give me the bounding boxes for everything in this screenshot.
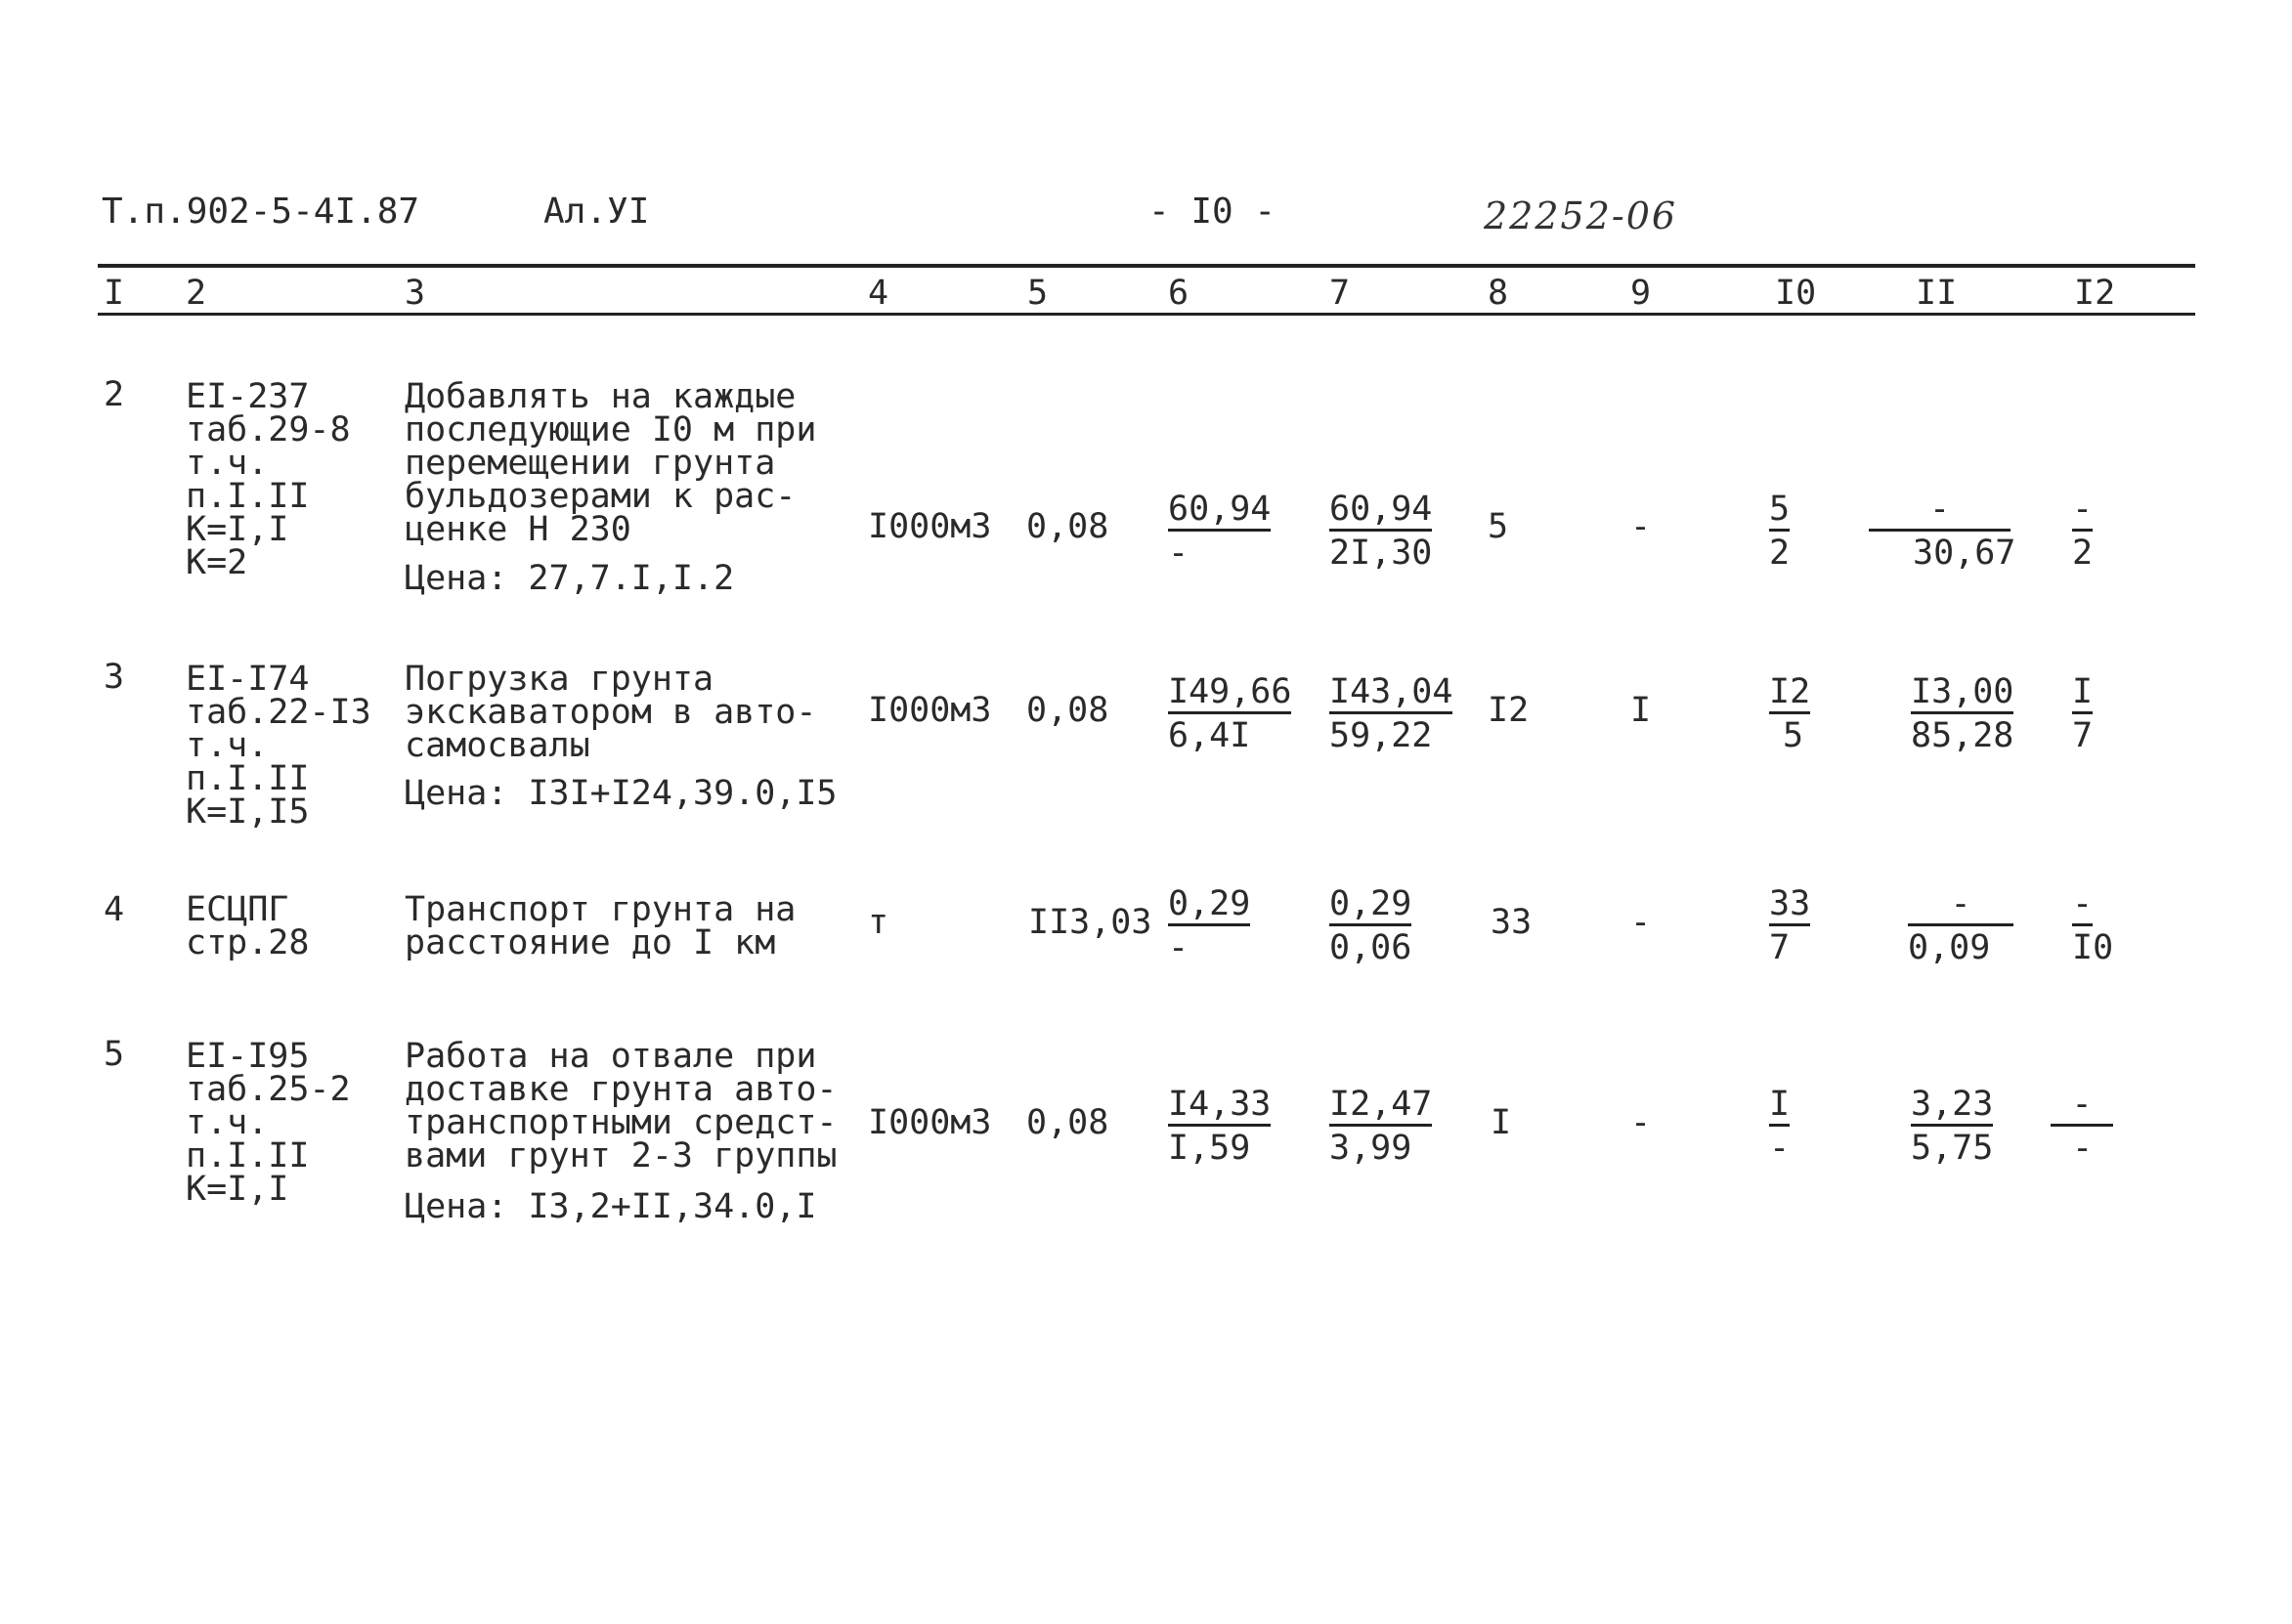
column-12-fraction (2072, 491, 2131, 571)
column-11-bottom: 85,28 (1911, 716, 2014, 755)
column-12-bottom: 2 (2072, 534, 2094, 573)
work-description: Добавлять на каждые последующие I0 м при перемещении грунта бульдозерами к рас- ценке Н 230 (405, 377, 817, 549)
work-description: Погрузка грунта экскаватором в авто- самосвалы (405, 660, 817, 765)
cost-per-unit-total: I49,66 (1168, 674, 1291, 714)
unit: I000м3 (868, 1103, 992, 1142)
column-header-3: 3 (405, 274, 426, 313)
column-10-bottom: 2 (1769, 534, 1791, 573)
column-12-bottom: I0 (2072, 928, 2114, 967)
header-top-rule (98, 264, 2195, 268)
column-12-fraction (2072, 674, 2131, 753)
cost-per-unit-wages: 6,4I (1168, 716, 1251, 755)
total-cost (1329, 1087, 1466, 1166)
column-8-value: 5 (1488, 507, 1509, 546)
column-11-fraction (1911, 674, 2067, 753)
column-9-value: - (1630, 507, 1652, 546)
column-11-top: - (1908, 886, 2013, 926)
column-10-top: I2 (1769, 674, 1810, 714)
work-description: Транспорт грунта на расстояние до I км (405, 890, 797, 962)
cost-per-unit (1168, 1087, 1305, 1166)
registration-stamp: 22252-06 (1484, 194, 1678, 237)
quantity: 0,08 (1026, 691, 1109, 730)
column-12-fraction (2072, 886, 2131, 965)
norm-code: ЕСЦПГ стр.28 (186, 890, 310, 962)
column-10-top: 5 (1769, 491, 1790, 532)
column-12-top: - (2072, 491, 2093, 532)
cost-per-unit (1168, 674, 1305, 753)
column-header-4: 4 (868, 274, 889, 313)
cost-per-unit-total: I4,33 (1168, 1087, 1271, 1127)
column-10-fraction (1769, 491, 1828, 571)
column-12-top: I (2072, 674, 2093, 714)
cost-per-unit-total: 60,94 (1168, 491, 1271, 532)
row-number: 2 (104, 375, 125, 414)
column-11-fraction (1869, 491, 2025, 571)
row-number: 4 (104, 890, 125, 929)
column-8-value: I (1491, 1103, 1512, 1142)
price-formula: Цена: I3,2+II,34.0,I (405, 1187, 817, 1226)
cost-per-unit-wages: I,59 (1168, 1129, 1251, 1168)
album-label: Ал.УI (543, 192, 650, 232)
total-cost (1329, 674, 1466, 753)
column-header-11: II (1916, 274, 1958, 313)
column-12-top: - (2072, 886, 2093, 926)
total-cost-wages: 3,99 (1329, 1129, 1412, 1168)
column-header-12: I2 (2074, 274, 2116, 313)
unit: I000м3 (868, 507, 992, 546)
column-header-7: 7 (1329, 274, 1351, 313)
header-bottom-rule (98, 313, 2195, 316)
column-11-top: 3,23 (1911, 1087, 1993, 1127)
column-8-value: I2 (1488, 691, 1530, 730)
document-code: Т.п.902-5-4I.87 (102, 192, 420, 232)
total-cost-total: 60,94 (1329, 491, 1432, 532)
cost-per-unit-total: 0,29 (1168, 886, 1250, 926)
unit: т (868, 903, 889, 942)
cost-per-unit-wages: - (1168, 534, 1189, 573)
column-11-fraction (1911, 1087, 2067, 1166)
total-cost-total: I2,47 (1329, 1087, 1432, 1127)
column-11-fraction (1908, 886, 2064, 965)
column-12-bottom: - (2072, 1129, 2094, 1168)
work-description: Работа на отвале при доставке грунта авто- транспортными средст- вами грунт 2-3 группы (405, 1037, 838, 1175)
total-cost-total: I43,04 (1329, 674, 1452, 714)
total-cost-wages: 59,22 (1329, 716, 1433, 755)
column-10-top: 33 (1769, 886, 1810, 926)
column-10-top: I (1769, 1087, 1790, 1127)
total-cost-total: 0,29 (1329, 886, 1411, 926)
quantity: II3,03 (1028, 903, 1152, 942)
row-number: 3 (104, 658, 125, 697)
column-11-bottom: 0,09 (1908, 928, 1991, 967)
column-10-bottom: - (1769, 1129, 1791, 1168)
cost-per-unit (1168, 886, 1305, 965)
page-number: - I0 - (1148, 192, 1276, 232)
price-formula: Цена: I3I+I24,39.0,I5 (405, 774, 838, 813)
column-11-bottom: 5,75 (1911, 1129, 1994, 1168)
column-header-1: I (104, 274, 125, 313)
column-9-value: I (1630, 691, 1652, 730)
norm-code: EI-I95 таб.25-2 т.ч. п.I.II К=I,I (186, 1037, 351, 1209)
column-header-5: 5 (1027, 274, 1049, 313)
column-9-value: - (1630, 1103, 1652, 1142)
column-10-fraction (1769, 886, 1828, 965)
column-header-9: 9 (1630, 274, 1652, 313)
total-cost-wages: 2I,30 (1329, 534, 1433, 573)
cost-per-unit-wages: - (1168, 928, 1189, 967)
column-8-value: 33 (1491, 903, 1533, 942)
column-header-10: I0 (1775, 274, 1817, 313)
column-12-bottom: 7 (2072, 716, 2094, 755)
total-cost (1329, 886, 1466, 965)
column-10-fraction (1769, 674, 1828, 753)
norm-code: EI-I74 таб.22-I3 т.ч. п.I.II К=I,I5 (186, 660, 371, 832)
quantity: 0,08 (1026, 507, 1109, 546)
total-cost-wages: 0,06 (1329, 928, 1412, 967)
column-10-fraction (1769, 1087, 1828, 1166)
column-9-value: - (1630, 903, 1652, 942)
column-11-top: - (1869, 491, 2011, 532)
column-header-6: 6 (1168, 274, 1189, 313)
cost-per-unit (1168, 491, 1305, 571)
column-11-top: I3,00 (1911, 674, 2013, 714)
column-10-bottom: 7 (1769, 928, 1791, 967)
norm-code: EI-237 таб.29-8 т.ч. п.I.II К=I,I К=2 (186, 377, 351, 582)
column-12-top: - (2051, 1087, 2113, 1127)
column-header-2: 2 (186, 274, 207, 313)
column-header-8: 8 (1488, 274, 1509, 313)
column-12-fraction (2051, 1087, 2119, 1166)
unit: I000м3 (868, 691, 992, 730)
price-formula: Цена: 27,7.I,I.2 (405, 559, 735, 598)
column-11-bottom: 30,67 (1913, 534, 2016, 573)
total-cost (1329, 491, 1466, 571)
column-10-bottom: 5 (1783, 716, 1804, 755)
row-number: 5 (104, 1035, 125, 1074)
quantity: 0,08 (1026, 1103, 1109, 1142)
